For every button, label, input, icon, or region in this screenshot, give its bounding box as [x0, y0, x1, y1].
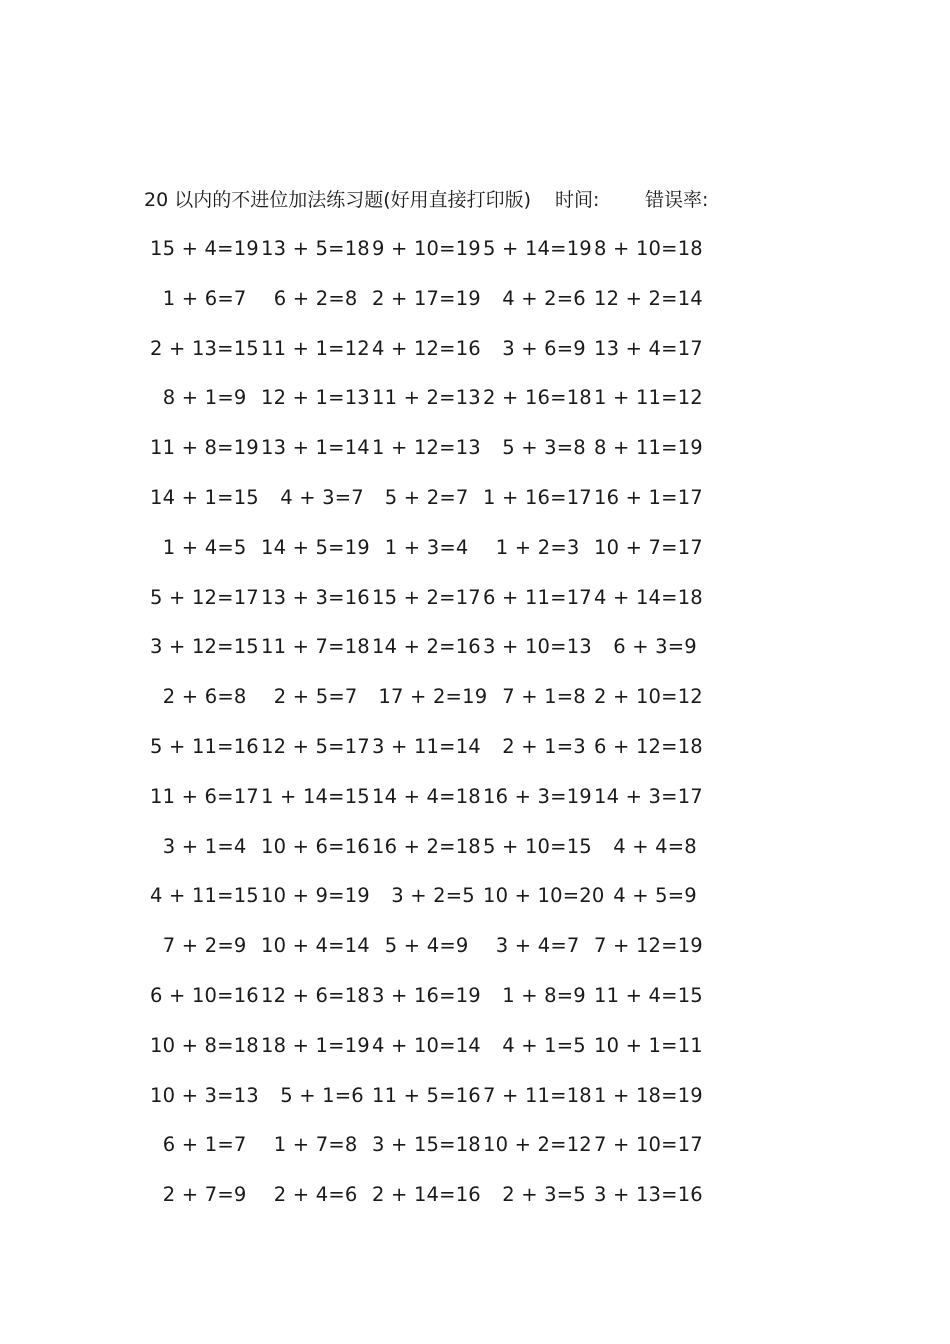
- addition-problem: 8 + 10=18: [594, 237, 703, 260]
- addition-problem: 3 + 2=5: [372, 884, 475, 908]
- addition-problem: 3 + 1=4: [150, 834, 247, 858]
- addition-problem: 2 + 16=18: [483, 386, 592, 410]
- addition-problem: 5 + 10=15: [483, 834, 592, 858]
- problem-row: [0, 830, 950, 880]
- addition-problem: 5 + 1=6: [261, 1083, 364, 1107]
- addition-problem: 10 + 2=12: [483, 1133, 592, 1157]
- addition-problem: 10 + 8=18: [150, 1033, 259, 1057]
- addition-problem: 6 + 11=17: [483, 585, 592, 609]
- addition-problem: 4 + 12=16: [372, 336, 481, 360]
- problem-row: [0, 232, 950, 282]
- addition-problem: 1 + 7=8: [261, 1133, 358, 1157]
- problem-row: [0, 630, 950, 680]
- addition-problem: 11 + 2=13: [372, 386, 481, 410]
- addition-problem: 7 + 12=19: [594, 934, 703, 958]
- addition-problem: 3 + 6=9: [483, 336, 586, 360]
- problem-row: [0, 381, 950, 431]
- addition-problem: 2 + 1=3: [483, 734, 586, 758]
- addition-problem: 2 + 17=19: [372, 286, 481, 310]
- addition-problem: 3 + 15=18: [372, 1133, 481, 1157]
- error-rate-label: 错误率:: [645, 189, 709, 211]
- addition-problem: 5 + 14=19: [483, 237, 592, 260]
- addition-problem: 15 + 2=17: [372, 585, 481, 609]
- addition-problem: 14 + 5=19: [261, 535, 370, 559]
- problem-row: [0, 481, 950, 531]
- addition-problem: 2 + 7=9: [150, 1183, 247, 1207]
- addition-problem: 5 + 12=17: [150, 585, 259, 609]
- addition-problem: 2 + 3=5: [483, 1183, 586, 1207]
- problem-row: [0, 730, 950, 780]
- addition-problem: 4 + 4=8: [594, 834, 697, 858]
- addition-problem: 13 + 4=17: [594, 336, 703, 360]
- addition-problem: 11 + 4=15: [594, 983, 703, 1007]
- worksheet-header: [0, 183, 950, 217]
- addition-problem: 4 + 11=15: [150, 884, 259, 908]
- addition-problem: 2 + 4=6: [261, 1183, 358, 1207]
- addition-problem: 7 + 11=18: [483, 1083, 592, 1107]
- addition-problem: 3 + 4=7: [483, 934, 580, 958]
- addition-problem: 1 + 8=9: [483, 983, 586, 1007]
- addition-problem: 11 + 7=18: [261, 635, 370, 659]
- addition-problem: 5 + 3=8: [483, 436, 586, 460]
- addition-problem: 4 + 14=18: [594, 585, 703, 609]
- addition-problem: 3 + 16=19: [372, 983, 481, 1007]
- problem-row: [0, 581, 950, 631]
- problem-grid: [0, 232, 950, 1228]
- time-label: 时间:: [555, 189, 600, 211]
- addition-problem: 1 + 18=19: [594, 1083, 703, 1107]
- addition-problem: 10 + 10=20: [483, 884, 605, 908]
- addition-problem: 12 + 2=14: [594, 286, 703, 310]
- addition-problem: 5 + 2=7: [372, 485, 469, 509]
- problem-row: [0, 1178, 950, 1228]
- addition-problem: 11 + 6=17: [150, 784, 259, 808]
- addition-problem: 2 + 5=7: [261, 685, 358, 709]
- addition-problem: 4 + 5=9: [594, 884, 697, 908]
- addition-problem: 10 + 3=13: [150, 1083, 259, 1107]
- addition-problem: 11 + 5=16: [372, 1083, 481, 1107]
- addition-problem: 10 + 4=14: [261, 934, 370, 958]
- addition-problem: 2 + 13=15: [150, 336, 259, 360]
- addition-problem: 8 + 1=9: [150, 386, 247, 410]
- problem-row: [0, 1029, 950, 1079]
- addition-problem: 13 + 5=18: [261, 237, 370, 260]
- addition-problem: 12 + 6=18: [261, 983, 370, 1007]
- addition-problem: 4 + 10=14: [372, 1033, 481, 1057]
- addition-problem: 18 + 1=19: [261, 1033, 370, 1057]
- addition-problem: 13 + 3=16: [261, 585, 370, 609]
- addition-problem: 6 + 10=16: [150, 983, 259, 1007]
- addition-problem: 9 + 10=19: [372, 237, 481, 260]
- addition-problem: 1 + 11=12: [594, 386, 703, 410]
- addition-problem: 10 + 9=19: [261, 884, 370, 908]
- addition-problem: 8 + 11=19: [594, 436, 703, 460]
- addition-problem: 2 + 10=12: [594, 685, 703, 709]
- problem-row: [0, 1128, 950, 1178]
- addition-problem: 6 + 12=18: [594, 734, 703, 758]
- addition-problem: 13 + 1=14: [261, 436, 370, 460]
- problem-row: [0, 1079, 950, 1129]
- addition-problem: 4 + 1=5: [483, 1033, 586, 1057]
- addition-problem: 1 + 14=15: [261, 784, 370, 808]
- addition-problem: 14 + 1=15: [150, 485, 259, 509]
- addition-problem: 7 + 2=9: [150, 934, 247, 958]
- addition-problem: 3 + 13=16: [594, 1183, 703, 1207]
- addition-problem: 2 + 14=16: [372, 1183, 481, 1207]
- addition-problem: 7 + 10=17: [594, 1133, 703, 1157]
- problem-row: [0, 431, 950, 481]
- problem-row: [0, 879, 950, 929]
- addition-problem: 16 + 2=18: [372, 834, 481, 858]
- problem-row: [0, 332, 950, 382]
- problem-row: [0, 929, 950, 979]
- worksheet-title: 20 以内的不进位加法练习题(好用直接打印版): [144, 189, 532, 211]
- addition-problem: 4 + 2=6: [483, 286, 586, 310]
- addition-problem: 3 + 12=15: [150, 635, 259, 659]
- addition-problem: 6 + 3=9: [594, 635, 697, 659]
- addition-problem: 6 + 1=7: [150, 1133, 247, 1157]
- addition-problem: 4 + 3=7: [261, 485, 364, 509]
- addition-problem: 1 + 6=7: [150, 286, 247, 310]
- addition-problem: 3 + 10=13: [483, 635, 592, 659]
- addition-problem: 12 + 5=17: [261, 734, 370, 758]
- problem-row: [0, 979, 950, 1029]
- addition-problem: 10 + 6=16: [261, 834, 370, 858]
- addition-problem: 10 + 1=11: [594, 1033, 703, 1057]
- addition-problem: 17 + 2=19: [372, 685, 488, 709]
- addition-problem: 11 + 1=12: [261, 336, 370, 360]
- addition-problem: 6 + 2=8: [261, 286, 358, 310]
- problem-row: [0, 282, 950, 332]
- addition-problem: 1 + 16=17: [483, 485, 592, 509]
- addition-problem: 14 + 3=17: [594, 784, 703, 808]
- addition-problem: 16 + 3=19: [483, 784, 592, 808]
- addition-problem: 3 + 11=14: [372, 734, 481, 758]
- addition-problem: 12 + 1=13: [261, 386, 370, 410]
- addition-problem: 2 + 6=8: [150, 685, 247, 709]
- addition-problem: 15 + 4=19: [150, 237, 259, 260]
- addition-problem: 14 + 4=18: [372, 784, 481, 808]
- addition-problem: 1 + 12=13: [372, 436, 481, 460]
- problem-row: [0, 531, 950, 581]
- addition-problem: 16 + 1=17: [594, 485, 703, 509]
- addition-problem: 5 + 4=9: [372, 934, 469, 958]
- addition-problem: 7 + 1=8: [483, 685, 586, 709]
- addition-problem: 1 + 4=5: [150, 535, 247, 559]
- addition-problem: 1 + 2=3: [483, 535, 580, 559]
- addition-problem: 5 + 11=16: [150, 734, 259, 758]
- addition-problem: 14 + 2=16: [372, 635, 481, 659]
- addition-problem: 1 + 3=4: [372, 535, 469, 559]
- problem-row: [0, 780, 950, 830]
- problem-row: [0, 680, 950, 730]
- addition-problem: 10 + 7=17: [594, 535, 703, 559]
- addition-problem: 11 + 8=19: [150, 436, 259, 460]
